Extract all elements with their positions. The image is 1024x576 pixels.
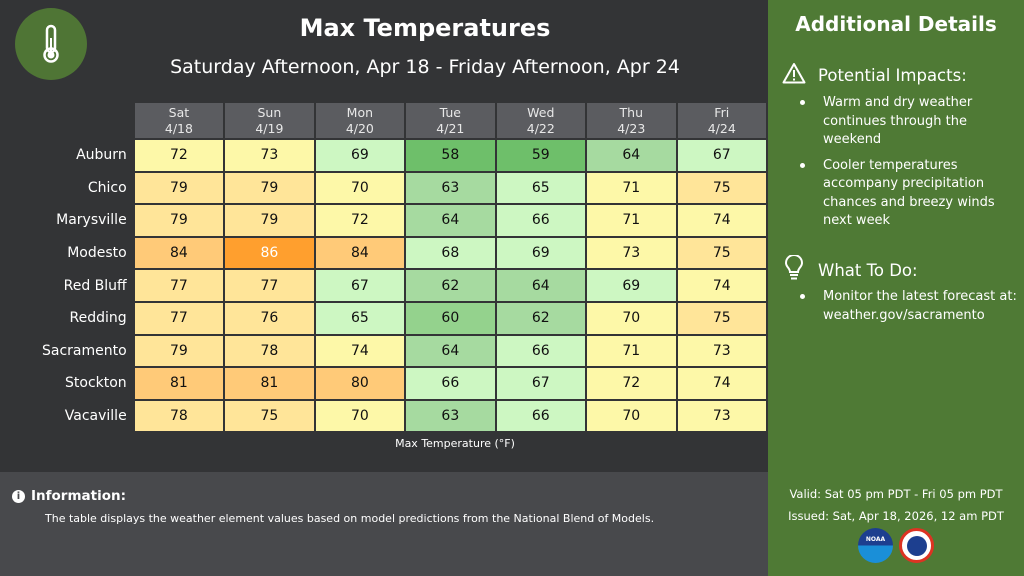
row-label: Stockton	[65, 375, 127, 392]
column-date: 4/22	[526, 120, 555, 136]
column-date: 4/19	[255, 120, 284, 136]
temperature-cell: 74	[678, 368, 767, 399]
temperature-cell: 64	[587, 140, 675, 171]
lightbulb-icon	[782, 255, 806, 285]
list-item: Monitor the latest forecast at: weather.gov/sacramento	[823, 288, 1018, 325]
list-item: Cooler temperatures accompany precipitation chances and breezy winds next week	[823, 157, 1018, 231]
table-row	[42, 336, 766, 367]
row-label: Auburn	[76, 147, 127, 164]
table-row	[42, 303, 766, 334]
temperature-cell: 79	[135, 173, 223, 204]
info-text: The table displays the weather element values based on model predictions from the National Blend of Models.	[45, 512, 655, 525]
todo-list	[823, 288, 1018, 332]
impacts-heading: Potential Impacts:	[818, 65, 967, 85]
table-row	[42, 205, 766, 236]
temperature-cell: 72	[587, 368, 675, 399]
temperature-table	[40, 101, 768, 433]
column-date: 4/23	[617, 120, 646, 136]
temperature-cell: 63	[406, 401, 494, 432]
valid-time: Valid: Sat 05 pm PDT - Fri 05 pm PDT	[789, 487, 1003, 501]
temperature-cell: 63	[406, 173, 494, 204]
temperature-cell: 64	[406, 336, 494, 367]
temperature-cell: 66	[497, 336, 585, 367]
row-label: Vacaville	[64, 408, 127, 425]
column-date: 4/20	[345, 120, 374, 136]
temperature-cell: 79	[225, 205, 313, 236]
temperature-cell: 66	[497, 205, 585, 236]
temperature-cell: 79	[135, 336, 223, 367]
temperature-cell: 65	[316, 303, 404, 334]
column-header	[225, 103, 313, 138]
row-label: Modesto	[67, 245, 127, 262]
row-label: Sacramento	[42, 342, 127, 359]
temperature-cell: 74	[678, 270, 767, 301]
page-subtitle: Saturday Afternoon, Apr 18 - Friday Afternoon, Apr 24	[170, 56, 680, 78]
column-date: 4/21	[436, 120, 465, 136]
temperature-cell: 77	[135, 303, 223, 334]
column-date: 4/24	[707, 120, 736, 136]
temperature-cell: 60	[406, 303, 494, 334]
temperature-cell: 79	[225, 173, 313, 204]
temperature-cell: 67	[678, 140, 767, 171]
column-day: Mon	[346, 104, 374, 120]
temperature-cell: 78	[225, 336, 313, 367]
column-day: Tue	[439, 104, 461, 120]
column-date: 4/18	[164, 120, 193, 136]
temperature-cell: 72	[316, 205, 404, 236]
column-header	[316, 103, 404, 138]
temperature-cell: 75	[678, 303, 767, 334]
temperature-cell: 75	[678, 173, 767, 204]
temperature-cell: 66	[497, 401, 585, 432]
unit-label: Max Temperature (°F)	[395, 437, 515, 450]
temperature-cell: 67	[316, 270, 404, 301]
row-label: Redding	[69, 310, 127, 327]
temperature-cell: 65	[497, 173, 585, 204]
details-sidebar	[768, 0, 1024, 576]
temperature-cell: 64	[497, 270, 585, 301]
temperature-cell: 74	[316, 336, 404, 367]
temperature-cell: 72	[135, 140, 223, 171]
column-header	[587, 103, 675, 138]
column-day: Sun	[257, 104, 282, 120]
temperature-cell: 79	[135, 205, 223, 236]
table-row	[42, 140, 766, 171]
temperature-cell: 73	[225, 140, 313, 171]
temperature-cell: 69	[316, 140, 404, 171]
sidebar-title: Additional Details	[795, 12, 997, 36]
column-header	[135, 103, 223, 138]
table-row	[42, 238, 766, 269]
list-item: Warm and dry weather continues through the weekend	[823, 94, 1018, 150]
noaa-logo: NOAA	[858, 528, 893, 563]
temperature-cell: 86	[225, 238, 313, 269]
temperature-cell: 77	[135, 270, 223, 301]
temperature-cell: 71	[587, 173, 675, 204]
temperature-cell: 70	[316, 401, 404, 432]
page-title: Max Temperatures	[299, 14, 551, 42]
info-icon: i	[12, 490, 25, 503]
temperature-cell: 73	[587, 238, 675, 269]
temperature-cell: 80	[316, 368, 404, 399]
temperature-cell: 76	[225, 303, 313, 334]
nws-logo	[899, 528, 934, 563]
temperature-cell: 77	[225, 270, 313, 301]
temperature-cell: 81	[135, 368, 223, 399]
issued-time: Issued: Sat, Apr 18, 2026, 12 am PDT	[788, 509, 1004, 523]
temperature-cell: 70	[316, 173, 404, 204]
temperature-cell: 74	[678, 205, 767, 236]
temperature-cell: 58	[406, 140, 494, 171]
temperature-cell: 75	[225, 401, 313, 432]
temperature-cell: 70	[587, 303, 675, 334]
temperature-cell: 64	[406, 205, 494, 236]
table-row	[42, 270, 766, 301]
temperature-cell: 81	[225, 368, 313, 399]
temperature-cell: 73	[678, 401, 767, 432]
temperature-cell: 67	[497, 368, 585, 399]
temperature-cell: 78	[135, 401, 223, 432]
temperature-cell: 84	[316, 238, 404, 269]
temperature-cell: 62	[497, 303, 585, 334]
column-header	[406, 103, 494, 138]
temperature-cell: 62	[406, 270, 494, 301]
warning-icon	[782, 62, 806, 88]
temperature-cell: 71	[587, 336, 675, 367]
row-label: Red Bluff	[63, 277, 127, 294]
information-panel	[0, 472, 768, 576]
temperature-cell: 66	[406, 368, 494, 399]
row-label: Marysville	[56, 212, 127, 229]
temperature-cell: 69	[587, 270, 675, 301]
column-day: Thu	[619, 104, 643, 120]
temperature-cell: 70	[587, 401, 675, 432]
temperature-cell: 68	[406, 238, 494, 269]
column-header	[497, 103, 585, 138]
column-day: Sat	[168, 104, 190, 120]
info-heading: Information:	[31, 488, 126, 504]
column-header	[678, 103, 767, 138]
temperature-cell: 75	[678, 238, 767, 269]
table-row	[42, 368, 766, 399]
table-row	[42, 401, 766, 432]
temperature-cell: 71	[587, 205, 675, 236]
column-day: Wed	[527, 104, 555, 120]
temperature-cell: 73	[678, 336, 767, 367]
temperature-cell: 69	[497, 238, 585, 269]
temperature-cell: 84	[135, 238, 223, 269]
column-day: Fri	[714, 104, 730, 120]
impacts-list	[823, 94, 1018, 238]
table-row	[42, 173, 766, 204]
todo-heading: What To Do:	[818, 260, 918, 280]
temperature-cell: 59	[497, 140, 585, 171]
row-label: Chico	[87, 179, 127, 196]
